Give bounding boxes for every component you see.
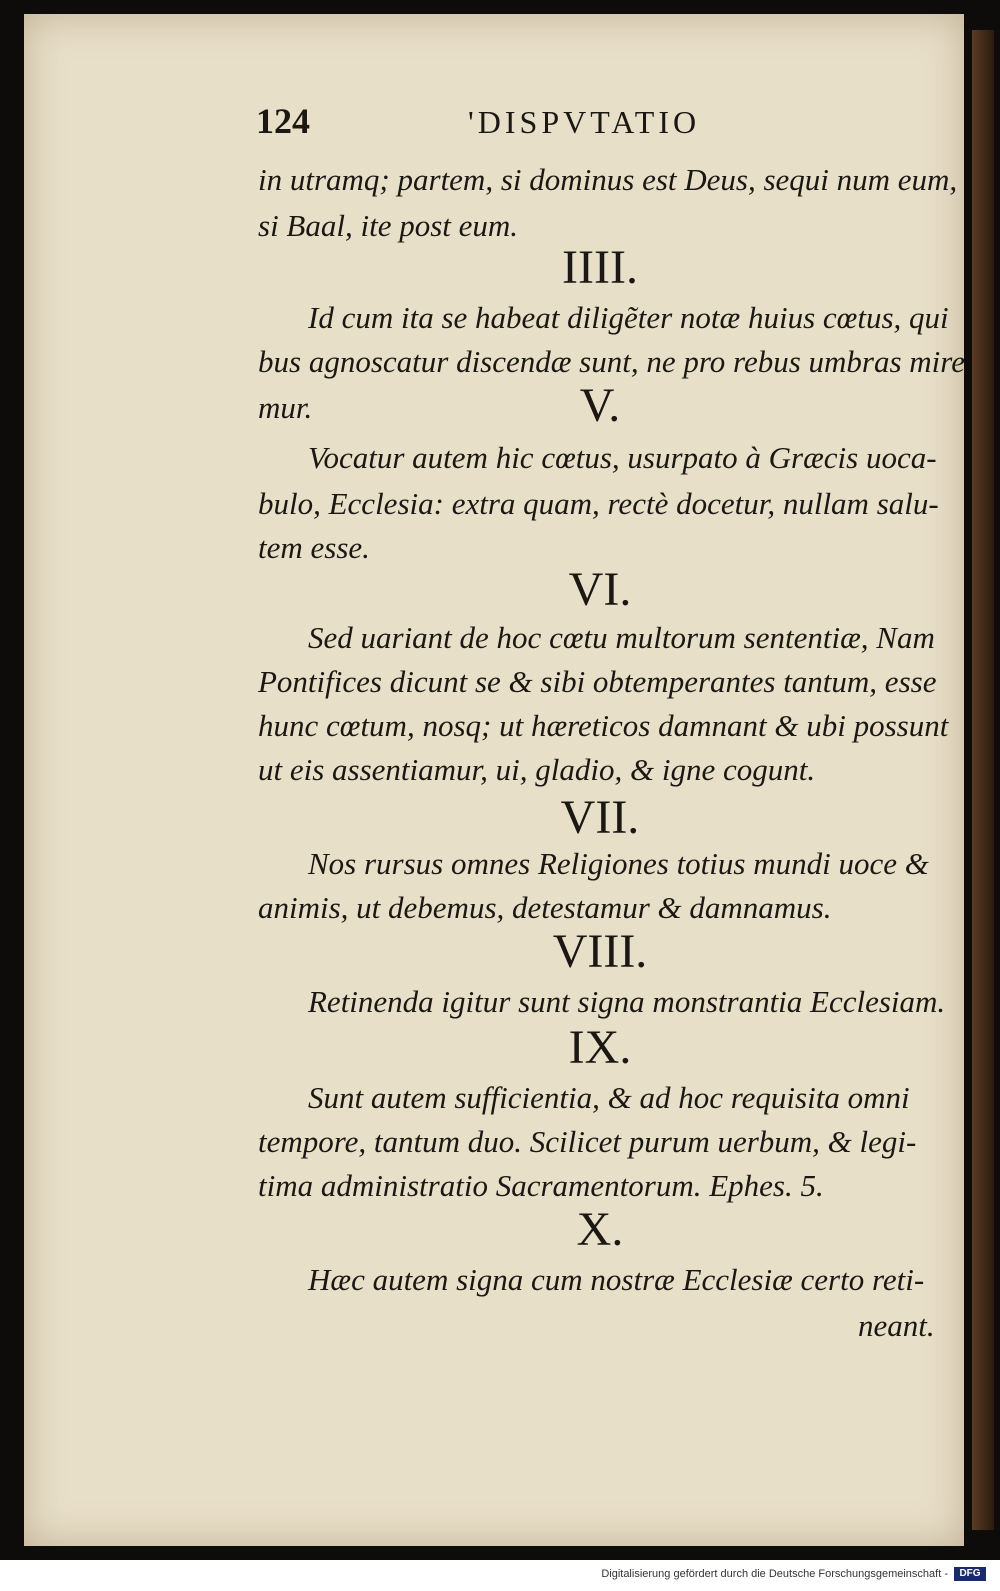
digitization-footer <box>0 1562 1000 1591</box>
text-line: bus agnoscatur discendæ sunt, ne pro rebus umbras mire <box>258 344 965 379</box>
text-line: tempore, tantum duo. Scilicet purum uerbum, & legi- <box>258 1124 917 1159</box>
text-line: in utramq; partem, si dominus est Deus, sequi num eum, <box>258 162 958 197</box>
section-numeral: IX. <box>568 1021 632 1074</box>
text-line: neant. <box>858 1308 935 1343</box>
text-line: Retinenda igitur sunt signa monstrantia Ecclesiam. <box>308 984 946 1019</box>
text-line: si Baal, ite post eum. <box>258 208 519 243</box>
section-numeral: IIII. <box>562 241 638 294</box>
text-line: ut eis assentiamur, ui, gladio, & igne cogunt. <box>258 752 816 787</box>
text-line: tima administratio Sacramentorum. Ephes. 5. <box>258 1168 824 1203</box>
text-line: Sed uariant de hoc cœtu multorum sententiæ, Nam <box>308 620 935 655</box>
footer-credit: Digitalisierung gefördert durch die Deutsche Forschungsgemeinschaft - <box>601 1568 948 1580</box>
text-line: Hæc autem signa cum nostræ Ecclesiæ certo reti- <box>308 1262 925 1297</box>
text-line: Id cum ita se habeat diligẽter notæ huius cœtus, qui <box>308 300 949 335</box>
section-numeral: V. <box>579 379 621 432</box>
page-number: 124 <box>256 101 310 141</box>
text-line: Sunt autem sufficientia, & ad hoc requisita omni <box>308 1080 910 1115</box>
text-line: tem esse. <box>258 530 370 565</box>
section-numeral: VI. <box>568 563 632 616</box>
text-line: hunc cœtum, nosq; ut hæreticos damnant & ubi possunt <box>258 708 949 743</box>
text-line: Pontifices dicunt se & sibi obtemperantes tantum, esse <box>258 664 937 699</box>
running-head: 'DISPVTATIO <box>468 104 701 140</box>
text-line: Vocatur autem hic cœtus, usurpato à Græcis uoca- <box>308 440 937 475</box>
page-edge <box>972 30 994 1530</box>
section-numeral: VII. <box>560 791 640 844</box>
dfg-logo-icon: DFG <box>954 1567 986 1581</box>
text-line: Nos rursus omnes Religiones totius mundi uoce & <box>308 846 929 881</box>
page-header <box>228 100 948 150</box>
section-numeral: X. <box>576 1203 624 1256</box>
text-line: animis, ut debemus, detestamur & damnamus. <box>258 890 832 925</box>
text-line: mur. <box>258 390 313 425</box>
section-numeral: VIII. <box>552 925 648 978</box>
text-line: bulo, Ecclesia: extra quam, rectè docetur, nullam salu- <box>258 486 939 521</box>
